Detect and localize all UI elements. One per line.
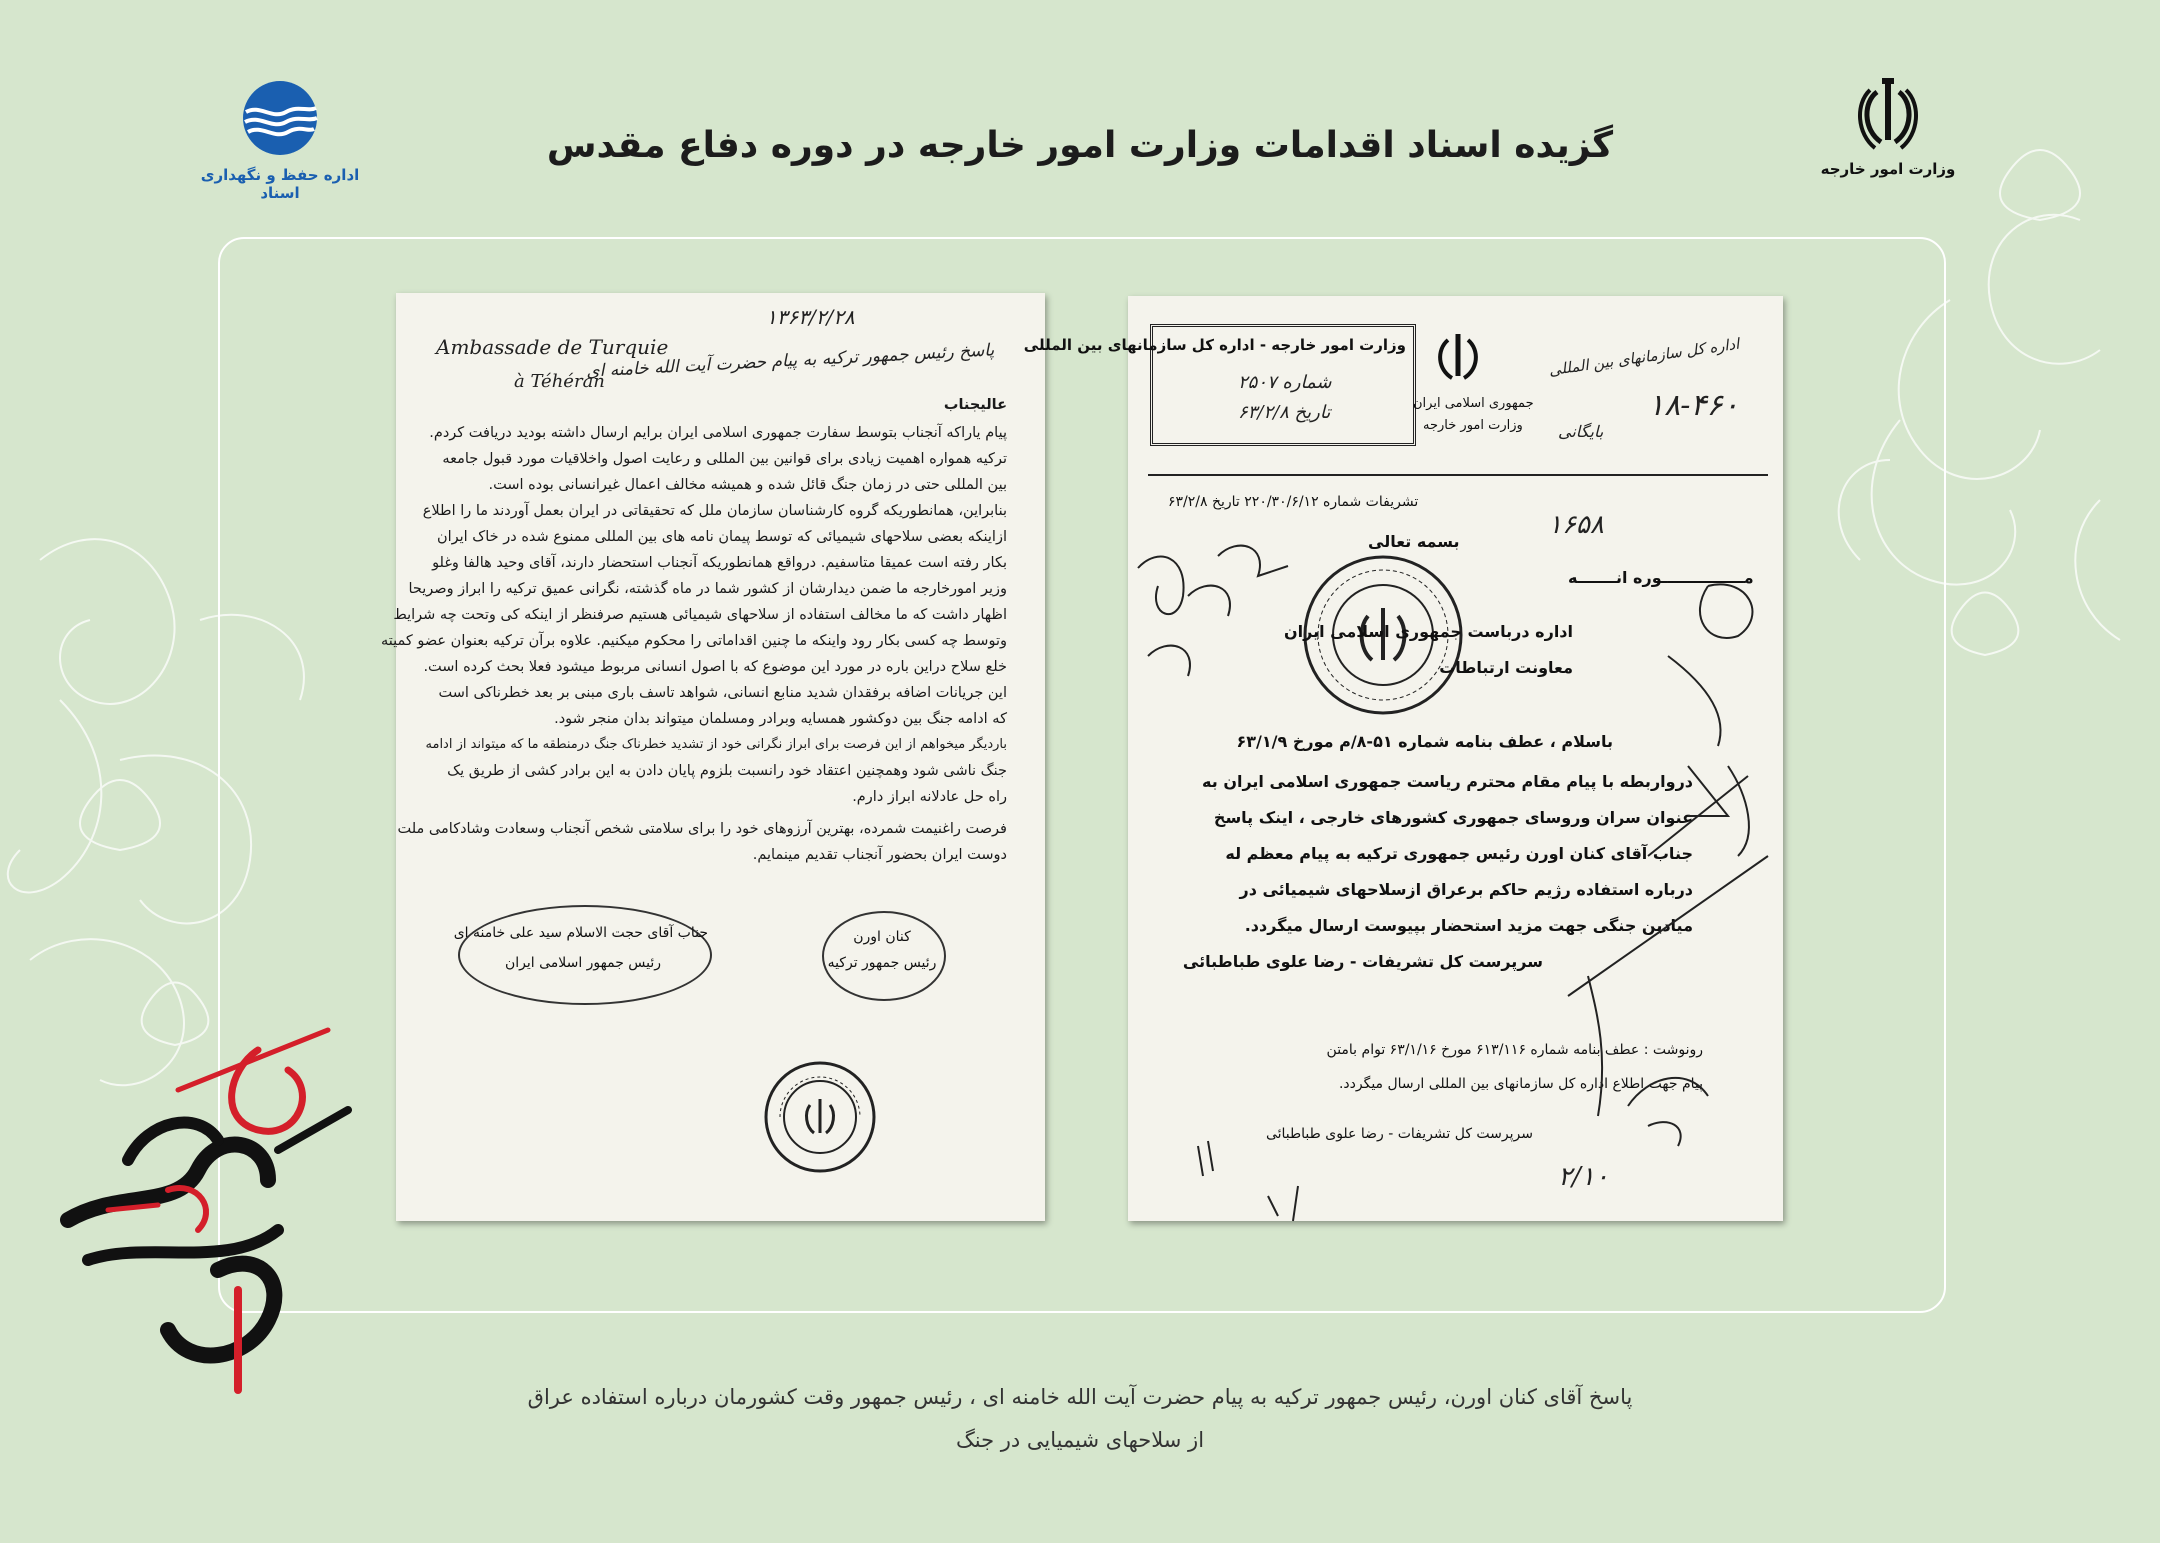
letterhead-line1: Ambassade de Turquie (436, 335, 669, 359)
copy-signature: سرپرست کل تشریفات - رضا علوی طباطبائی (1265, 1126, 1533, 1142)
letter-line: جنگ ناشی شود وهمچنین اعتقاد خود رانسبت بلزوم پایان دادن به این برادر کشی از طریق یک (447, 763, 1007, 779)
page-title: گزیده اسناد اقدامات وزارت امور خارجه در دوره دفاع مقدس (546, 125, 1614, 166)
archives-logo-label: اداره حفظ و نگهداری اسناد (200, 166, 360, 202)
memo-department: معاونت ارتباطات (1439, 658, 1573, 677)
memo-line: درباره استفاده رژیم حاکم برعراق ازسلاحهای شیمیائی در (1239, 880, 1693, 899)
letter-line: که ادامه جنگ بین دوکشور همسایه وبرادر ومسلمان میتواند بدان منجر شود. (554, 711, 1007, 727)
letter-line: اظهار داشت که ما مخالف استفاده از سلاحهای شیمیائی هستیم صرفنظر از اینکه کی وتحت چه شرایط (393, 607, 1007, 623)
handwritten-department: اداره کل سازمانهای بین المللی (1547, 334, 1741, 380)
memo-signature: سرپرست کل تشریفات - رضا علوی طباطبائی (1182, 952, 1543, 971)
defa-moqaddas-calligraphy (28, 1010, 368, 1400)
letter-line: ازاینکه بعضی سلاحهای شیمیائی که توسط پیمان نامه های بین المللی ممنوع شده در خاک ایران (436, 529, 1007, 545)
letter-line: فرصت راغنیمت شمرده، بهترین آرزوهای خود را برای سلامتی شخص آنجناب وسعادت وشادکامی ملت (397, 821, 1007, 837)
recipient-title: رئیس جمهور اسلامی ایران (504, 955, 662, 971)
department-box-number: شماره ۲۵۰۷ (1238, 372, 1332, 393)
handwritten-archive: بایگانی (1558, 422, 1604, 441)
handwritten-filing-number: ۱۸-۴۶۰ (1648, 388, 1739, 423)
letter-line: پیام یاراکه آنجناب بتوسط سفارت جمهوری اسلامی ایران برایم ارسال داشته بودید دریافت کردم. (429, 425, 1007, 441)
letter-line: خلع سلاح دراین باره در مورد این موضوع که با اصول انسانی مربوط میشود فعلا بحث کرده است. (423, 659, 1007, 675)
handwritten-note: پاسخ رئیس جمهور ترکیه به پیام حضرت آیت الله خامنه ای (585, 340, 995, 382)
letter-line: بکار رفته است عمیقا متاسفیم. درواقع همانطوریکه آنجناب استحضار دارند، آقای وحید هالفا وغلو (432, 555, 1007, 571)
copy-line: پیام جهت اطلاع اداره کل سازمانهای بین المللی ارسال میگردد. (1338, 1076, 1703, 1092)
letter-line: وتوسط چه کسی بکار رود واینکه ما چنین اقداماتی را محکوم میکنیم. علاوه برآن ترکیه بعنوان عضو کمیته (380, 633, 1007, 649)
memo-greeting: باسلام ، عطف بنامه شماره ۵۱-۸/م مورخ ۶۳/۱/۹ (1236, 732, 1613, 751)
memo-line: عنوان سران وروسای جمهوری کشورهای خارجی ، اینک پاسخ (1213, 808, 1693, 827)
letter-line: بنابراین، همانطوریکه گروه کارشناسان سازمان ملل که تحقیقاتی در ایران بعمل آوردند ما را اطلاع (422, 503, 1007, 519)
basmala: بسمه تعالی (1368, 532, 1460, 551)
ministry-memo (1023, 296, 1783, 1221)
sender-name: کنان اورن (853, 929, 911, 945)
letter-line: دوست ایران بحضور آنجناب تقدیم مینمایم. (752, 847, 1007, 863)
letterhead-line2: à Téhéran (514, 371, 605, 392)
caption-line-2: از سلاحهای شیمیایی در جنگ (955, 1428, 1205, 1452)
memo-line: درواربطه با پیام مقام محترم ریاست جمهوری اسلامی ایران به (1202, 772, 1693, 791)
letter-line: باردیگر میخواهم از این فرصت برای ابراز نگرانی خود از تشدید خطرناک جنگ درمنطقه ما که میتواند از ادامه (425, 737, 1007, 752)
ministry-logo-label: وزارت امور خارجه (1820, 160, 1956, 178)
letter-line: ترکیه همواره اهمیت زیادی برای قوانین بین المللی و رعایت اصول واخلاقیات مورد قبول جامعه (442, 451, 1007, 467)
memo-line: جناب آقای کنان اورن رئیس جمهوری ترکیه به پیام معظم له (1225, 844, 1693, 863)
department-box-date: تاریخ ۶۳/۲/۸ (1238, 402, 1331, 423)
handwriting-scribbles (1023, 296, 1783, 1221)
caption-line-1: پاسخ آقای کنان اورن، رئیس جمهور ترکیه به پیام حضرت آیت الله خامنه ای ، رئیس جمهور وقت کشورمان درباره استفاده عراق (527, 1385, 1633, 1409)
department-box-title: وزارت امور خارجه - اداره کل سازمانهای بین المللی (1023, 336, 1406, 354)
letter-salutation: عالیجناب (943, 397, 1007, 413)
memo-title: مـــــــــــــــوره انـــــــه (1568, 568, 1754, 587)
memo-line: میادین جنگی جهت مزید استحضار بپیوست ارسال میگردد. (1244, 916, 1693, 935)
memo-to: اداره درباست جمهوری اسلامی ایران (1284, 622, 1573, 641)
turkish-president-letter (380, 293, 1045, 1221)
letter-line: راه حل عادلانه ابراز دارم. (852, 789, 1007, 805)
handwritten-bottom-note: ۲/۱۰ (1558, 1162, 1609, 1192)
letter-line: این جریانات اضافه برفقدان شدید منابع انسانی، شواهد تاسف باری مبنی بر بعد خطرناکی است (438, 685, 1007, 701)
letter-line: بین المللی حتی در زمان جنگ قائل شده و همیشه مخالف اعمال غیرانسانی بوده است. (488, 477, 1007, 493)
sender-title: رئیس جمهور ترکیه (827, 955, 937, 971)
letter-date: ۱۳۶۳/۲/۲۸ (766, 305, 855, 329)
letter-line: وزیر امورخارجه ما ضمن دیدارشان از کشور شما در ماه گذشته، نگرانی عمیق ترکیه را ابراز وصریحا (408, 581, 1007, 597)
reference-number: ۱۶۵۸ (1548, 510, 1604, 540)
emblem-caption-2: وزارت امور خارجه (1423, 418, 1523, 433)
copy-line: رونوشت : عطف بنامه شماره ۶۱۳/۱۱۶ مورخ ۶۳/۱/۱۶ توام بامتن (1326, 1042, 1703, 1058)
ministry-stamp (762, 1059, 878, 1175)
recipient-name: جناب آقای حجت الاسلام سید علی خامنه ای (453, 925, 708, 941)
emblem-caption-1: جمهوری اسلامی ایران (1413, 396, 1534, 411)
reference-line: تشریفات شماره ۲۲۰/۳۰/۶/۱۲ تاریخ ۶۳/۲/۸ (1168, 494, 1419, 510)
